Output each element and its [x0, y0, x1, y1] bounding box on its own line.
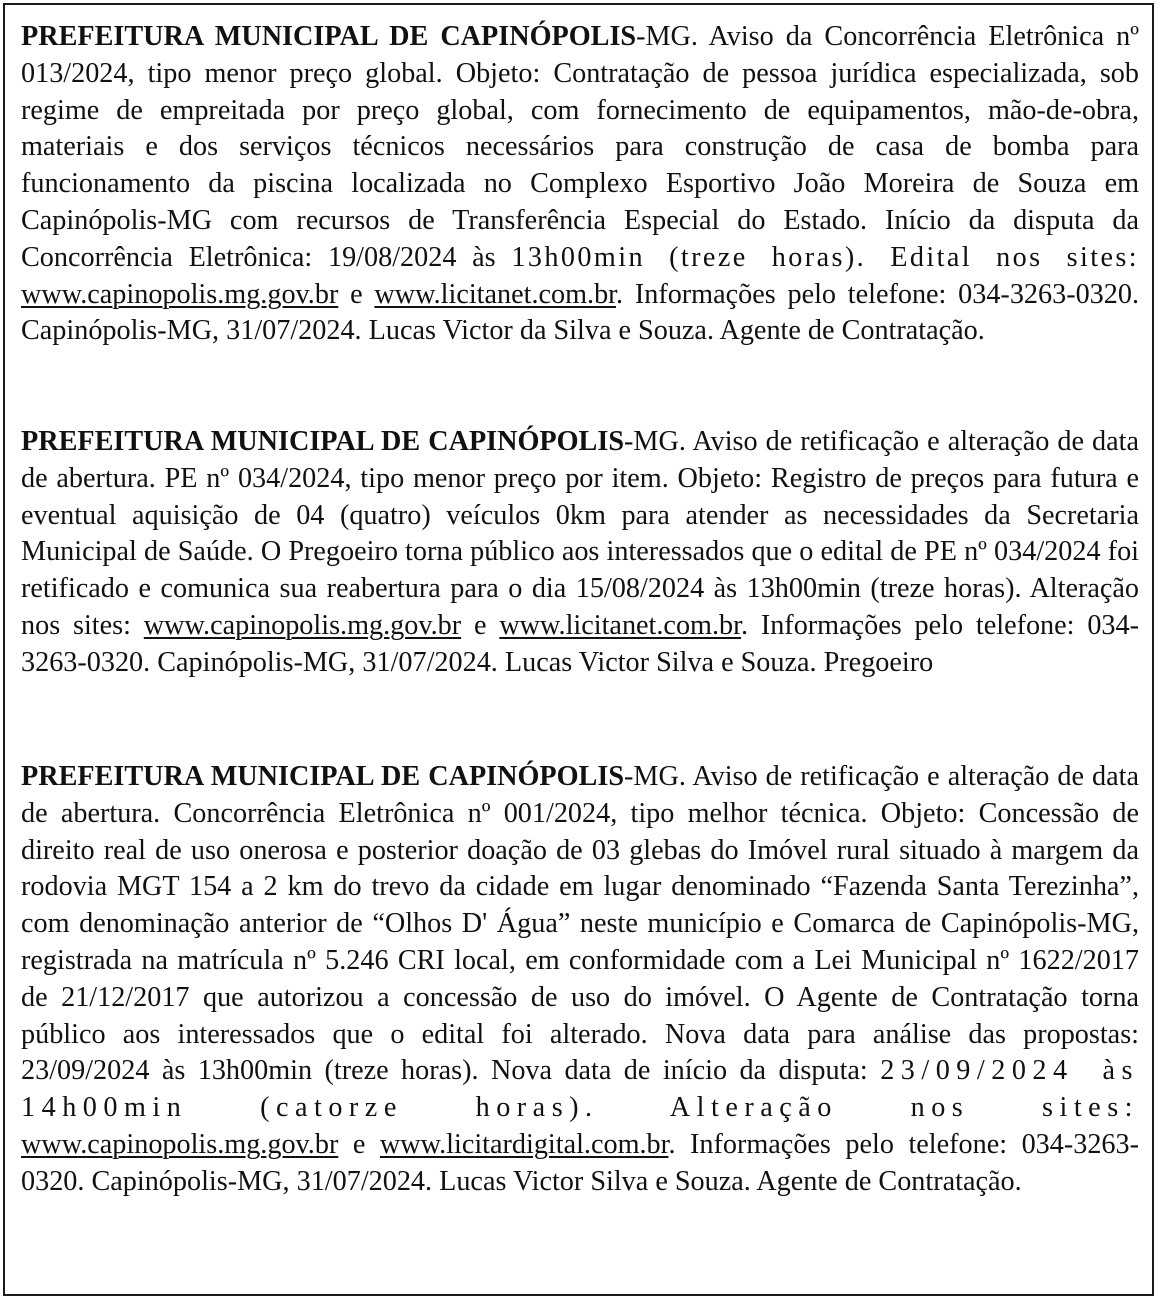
- notice-connector: e: [461, 609, 500, 641]
- notice-connector: e: [338, 278, 375, 310]
- notice-body-spaced: 23/09/2024 às 14h00min (catorze horas). Alteração nos sites:: [21, 1055, 1140, 1124]
- link-licitardigital-site[interactable]: www.licitardigital.com.br: [379, 1128, 669, 1160]
- link-capinopolis-site[interactable]: www.capinopolis.mg.gov.br: [143, 609, 462, 641]
- notice-body-spaced: 13h00min (treze horas). Edital nos sites:: [511, 241, 1139, 273]
- link-licitanet-site[interactable]: www.licitanet.com.br: [499, 609, 741, 641]
- link-capinopolis-site[interactable]: www.capinopolis.mg.gov.br: [21, 1128, 339, 1160]
- notice-body-closing: . Informações pelo telefone: 034-3263-0320. Capinópolis-MG, 31/07/2024. Lucas Victor Silva e Souza. Agente de Contratação.: [21, 1128, 1139, 1197]
- notice-header-suffix: -MG: [624, 426, 679, 457]
- notice-body-closing: . Informações pelo telefone: 034-3263-0320. Capinópolis-MG, 31/07/2024. Lucas Victor Silva e Souza. Pregoeiro: [21, 609, 1140, 678]
- notice-body: . Aviso de retificação e alteração de data de abertura. Concorrência Eletrônica nº 001/2024, tipo melhor técnica. Objeto: Concessão de direito real de uso onerosa e posterior doação de 03 glebas do Imóvel rural situado à margem da rodovia MGT 154 a 2 km do trevo da cidade em lugar denominado “Fazenda Santa Terezinha”, com denominação anterior de “Olhos D' Água” neste município e Comarca de Capinópolis-MG, registrada na matrícula nº 5.246 CRI local, em conformidade com a Lei Municipal nº 1622/2017 de 21/12/2017 que autorizou a concessão de uso do imóvel. O Agente de Contratação torna público aos interessados que o edital foi alterado. Nova data para análise das propostas: 23/09/2024 às 13h00min (treze horas). Nova data de início da disputa:: [21, 761, 1139, 1087]
- notice-body: . Aviso de retificação e alteração de data de abertura. PE nº 034/2024, tipo menor preço por item. Objeto: Registro de preços para futura e eventual aquisição de 04 (quatro) veículos 0km para atender as necessidades da Secretaria Municipal de Saúde. O Pregoeiro torna público aos interessados que o edital de PE nº 034/2024 foi retificado e comunica sua reabertura para o dia 15/08/2024 às 13h00min (treze horas). Alteração nos sites:: [21, 426, 1139, 641]
- notice-concorrencia-001-2024: [21, 759, 1139, 1201]
- link-licitanet-site[interactable]: www.licitanet.com.br: [374, 278, 617, 310]
- notice-header: PREFEITURA MUNICIPAL DE CAPINÓPOLIS: [21, 761, 625, 792]
- notice-header-suffix: -MG: [624, 761, 679, 792]
- notice-header: PREFEITURA MUNICIPAL DE CAPINÓPOLIS: [21, 21, 637, 52]
- notice-body: . Aviso da Concorrência Eletrônica nº 013/2024, tipo menor preço global. Objeto: Contratação de pessoa jurídica especializada, sob regime de empreitada por preço global, com fornecimento de equipamentos, mão-de-obra, materiais e dos serviços técnicos necessários para construção de casa de bomba para funcionamento da piscina localizada no Complexo Esportivo João Moreira de Souza em Capinópolis-MG com recursos de Transferência Especial do Estado. Início da disputa da Concorrência Eletrônica: 19/08/2024 às: [21, 21, 1140, 273]
- notice-connector: e: [338, 1128, 380, 1160]
- link-capinopolis-site[interactable]: www.capinopolis.mg.gov.br: [21, 278, 339, 310]
- notice-concorrencia-013-2024: [21, 19, 1139, 350]
- notice-header: PREFEITURA MUNICIPAL DE CAPINÓPOLIS: [21, 426, 625, 457]
- notice-header-suffix: -MG: [636, 21, 691, 52]
- notice-body-closing: . Informações pelo telefone: 034-3263-0320. Capinópolis-MG, 31/07/2024. Lucas Victor da Silva e Souza. Agente de Contratação.: [21, 278, 1139, 347]
- notice-pe-034-2024: [21, 424, 1139, 682]
